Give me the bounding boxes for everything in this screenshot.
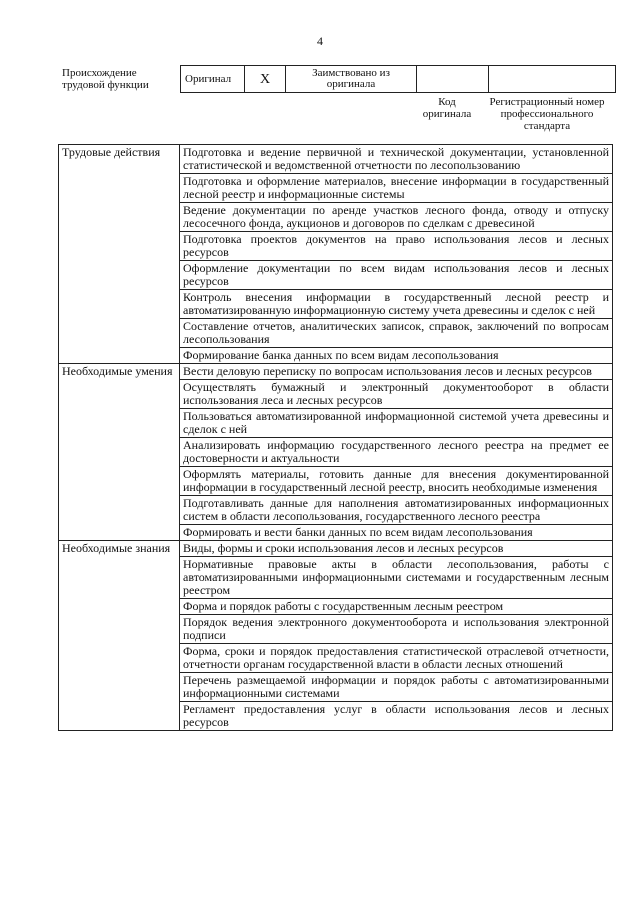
table-cell: Формировать и вести банки данных по всем видам лесопользования <box>180 525 613 541</box>
table-cell: Формирование банка данных по всем видам лесопользования <box>180 348 613 364</box>
labor-function-table <box>58 144 613 731</box>
section-title: Необходимые знания <box>59 541 180 731</box>
table-cell: Нормативные правовые акты в области лесопользования, работы с автоматизированными информационными системами и государственным лесным реестром <box>180 557 613 599</box>
origin-label: Происхождение трудовой функции <box>62 67 149 91</box>
reg-number-label: Регистрационный номер профессионального стандарта <box>489 96 605 132</box>
table-cell: Подготовка проектов документов на право использования лесов и лесных ресурсов <box>180 232 613 261</box>
page-number: 4 <box>317 34 323 48</box>
origin-table <box>180 65 616 93</box>
table-cell: Регламент предоставления услуг в области использования лесов и лесных ресурсов <box>180 702 613 731</box>
table-cell: Подготовка и ведение первичной и технической документации, установленной статистической и ведомственной отчетности по лесопользованию <box>180 145 613 174</box>
table-cell: Вести деловую переписку по вопросам использования лесов и лесных ресурсов <box>180 364 613 380</box>
borrowed-cell: Заимствовано из оригинала <box>286 66 417 93</box>
table-row <box>59 145 613 174</box>
table-cell: Составление отчетов, аналитических записок, справок, заключений по вопросам лесопользования <box>180 319 613 348</box>
table-cell: Виды, формы и сроки использования лесов и лесных ресурсов <box>180 541 613 557</box>
table-cell: Анализировать информацию государственного лесного реестра на предмет ее достоверности и актуальности <box>180 438 613 467</box>
table-cell: Подготовка и оформление материалов, внесение информации в государственный лесной реестр и информационные системы <box>180 174 613 203</box>
table-cell: Форма, сроки и порядок предоставления статистической отраслевой отчетности, отчетности органам государственной власти в области лесных отношений <box>180 644 613 673</box>
table-row <box>59 541 613 557</box>
section-title: Необходимые умения <box>59 364 180 541</box>
table-cell: Оформлять материалы, готовить данные для внесения документированной информации в государственный лесной реестр, вносить необходимые изменения <box>180 467 613 496</box>
table-cell: Форма и порядок работы с государственным лесным реестром <box>180 599 613 615</box>
table-cell: Осуществлять бумажный и электронный документооборот в области использования леса и лесных ресурсов <box>180 380 613 409</box>
table-row <box>59 364 613 380</box>
table-cell: Перечень размещаемой информации и порядок работы с автоматизированными информационными системами <box>180 673 613 702</box>
code-cell <box>417 66 489 93</box>
table-cell: Ведение документации по аренде участков лесного фонда, отводу и отпуску лесосечного фонда, аукционов и договоров по сделкам с древесиной <box>180 203 613 232</box>
original-mark: X <box>245 66 286 93</box>
table-cell: Оформление документации по всем видам использования лесов и лесных ресурсов <box>180 261 613 290</box>
code-label: Код оригинала <box>422 96 472 120</box>
table-cell: Подготавливать данные для наполнения автоматизированных информационных систем в области лесопользования, государственного лесного реестра <box>180 496 613 525</box>
table-cell: Порядок ведения электронного документооборота и использования электронной подписи <box>180 615 613 644</box>
section-title: Трудовые действия <box>59 145 180 364</box>
table-cell: Пользоваться автоматизированной информационной системой учета древесины и сделок с ней <box>180 409 613 438</box>
original-cell: Оригинал <box>181 66 245 93</box>
table-cell: Контроль внесения информации в государственный лесной реестр и автоматизированную информационную систему учета древесины и сделок с ней <box>180 290 613 319</box>
reg-number-cell <box>489 66 616 93</box>
